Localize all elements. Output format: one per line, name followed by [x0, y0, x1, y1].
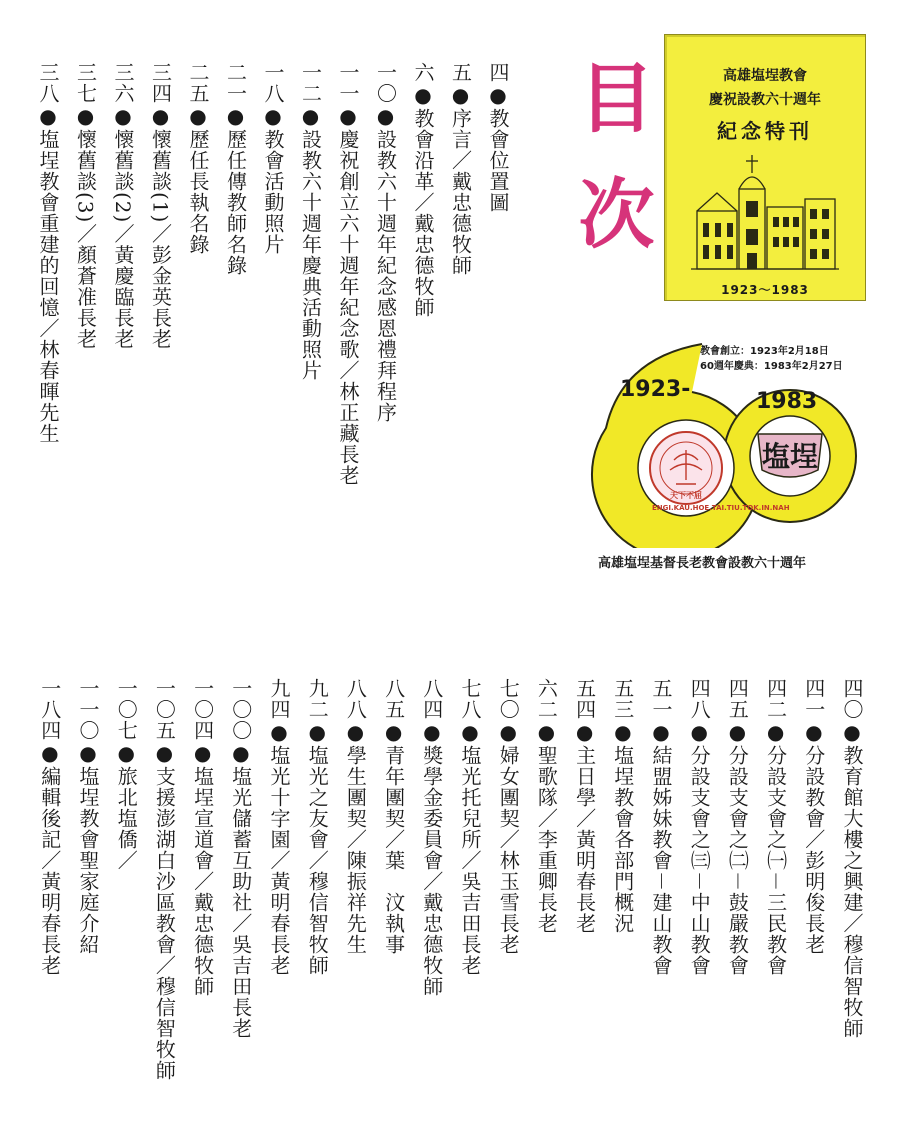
toc-entry: [223, 62, 248, 276]
bullet-icon: ●: [610, 720, 635, 745]
bullet-icon: ●: [448, 83, 473, 108]
bullet-icon: ●: [458, 720, 482, 745]
toc-page-number: 五一: [649, 678, 673, 720]
anniversary-emblem: [582, 338, 862, 548]
toc-page-number: 二五: [186, 62, 210, 104]
toc-entry: [114, 678, 139, 871]
emblem-center-text: 塩埕: [762, 440, 819, 473]
toc-page-number: 一一〇: [76, 678, 100, 741]
bullet-icon: ●: [261, 104, 285, 129]
toc-entry-title: 歷任傳教師名錄: [223, 129, 248, 276]
toc-entry: [373, 62, 398, 423]
toc-entry-title: 設教六十週年紀念感恩禮拜程序: [373, 129, 398, 423]
toc-entry: [651, 678, 671, 976]
toc-entry-title: 編輯後記／黃明春長老: [37, 766, 62, 976]
toc-entry-title: 塩光托兒所／吳吉田長老: [458, 745, 482, 976]
toc-entry-title: 懷舊談(2)／黃慶臨長老: [111, 129, 135, 350]
bullet-icon: ●: [373, 104, 398, 129]
toc-page-number: 六二: [534, 678, 559, 720]
toc-entry-title: 青年團契／葉 汶執事: [381, 745, 406, 955]
toc-page-number: 七八: [458, 678, 482, 720]
toc-page-number: 四〇: [840, 678, 864, 720]
toc-page-number: 七〇: [496, 678, 521, 720]
toc-page-number: 四一: [801, 678, 826, 720]
toc-page-number: 八四: [419, 678, 444, 720]
bullet-icon: ●: [687, 720, 712, 745]
bullet-icon: ●: [336, 104, 360, 129]
toc-entry-title: 歷任長執名錄: [186, 129, 210, 255]
bullet-icon: ●: [305, 720, 330, 745]
bullet-icon: ●: [411, 83, 435, 108]
bullet-icon: ●: [223, 104, 248, 129]
bullet-icon: ●: [190, 741, 215, 766]
bullet-icon: ●: [572, 720, 597, 745]
toc-entry-title: 塩光之友會／穆信智牧師: [305, 745, 330, 976]
toc-entry-title: 塩光儲蓄互助社／吳吉田長老: [228, 766, 253, 1039]
toc-entry: [419, 678, 444, 997]
toc-entry-title: 分設教會／彭明俊長老: [801, 745, 826, 955]
toc-entry-title: 教育館大樓之興建／穆信智牧師: [840, 745, 864, 1039]
cover-anniversary: 慶祝設教六十週年: [709, 92, 821, 108]
toc-entry: [298, 62, 323, 381]
bullet-icon: ●: [111, 104, 135, 129]
toc-entry-title: 聖歌隊／李重卿長老: [534, 745, 559, 934]
bullet-icon: ●: [649, 720, 673, 745]
toc-page-number: 二一: [223, 62, 248, 104]
toc-entry: [37, 678, 62, 976]
toc-entry: [190, 678, 215, 997]
toc-entry-title: 分設支會之㈢－中山教會: [687, 745, 712, 976]
toc-page-number: 九二: [305, 678, 330, 720]
emblem-ring-text: 高雄塩埕基督長老教會設教六十週年: [598, 556, 807, 571]
toc-entry: [152, 678, 177, 1081]
toc-entry-title: 懷舊談(3)／顏蒼准長老: [73, 129, 98, 350]
toc-entry-title: 教會活動照片: [261, 129, 285, 255]
toc-page-number: 一〇五: [152, 678, 177, 741]
toc-entry-title: 塩光十字園／黃明春長老: [267, 745, 291, 976]
toc-entry-title: 塩埕宣道會／戴忠德牧師: [190, 766, 215, 997]
emblem-year-end-label: 1983: [756, 389, 818, 414]
bullet-icon: ●: [801, 720, 826, 745]
toc-entry: [343, 678, 368, 955]
bullet-icon: ●: [36, 104, 60, 129]
toc-page-number: 八八: [343, 678, 368, 720]
toc-page-number: 四五: [725, 678, 750, 720]
bullet-icon: ●: [186, 104, 210, 129]
toc-entry: [188, 62, 208, 255]
toc-page-number: 四二: [763, 678, 788, 720]
toc-entry: [78, 678, 98, 955]
toc-entry-title: 教會位置圖: [486, 108, 510, 213]
toc-page-number: 四: [486, 62, 510, 83]
toc-entry-title: 懷舊談(1)／彭金英長老: [148, 129, 173, 350]
toc-page-number: 六: [411, 62, 435, 83]
bullet-icon: ●: [152, 741, 177, 766]
toc-page-number: 四八: [687, 678, 712, 720]
toc-entry-title: 慶祝創立六十週年紀念歌／林正藏長老: [336, 129, 360, 486]
toc-entry: [534, 678, 559, 934]
toc-entry-title: 序言／戴忠德牧師: [448, 108, 473, 276]
toc-entry: [338, 62, 358, 486]
toc-entry: [842, 678, 862, 1039]
cover-special-issue: 紀念特刊: [717, 119, 813, 143]
toc-page-number: 一二: [298, 62, 323, 104]
toc-entry: [263, 62, 283, 255]
toc-page-number: 一一: [336, 62, 360, 104]
toc-entry: [381, 678, 406, 955]
toc-entry-title: 獎學金委員會／戴忠德牧師: [419, 745, 444, 997]
toc-entry-title: 旅北塩僑／: [114, 766, 139, 871]
toc-page-number: 五: [448, 62, 473, 83]
toc-page-number: 五三: [610, 678, 635, 720]
page-title: 目次: [566, 58, 655, 290]
toc-page-number: 一〇七: [114, 678, 139, 741]
toc-entry: [413, 62, 433, 318]
toc-page-number: 三八: [36, 62, 60, 104]
emblem-seal-text: ENGI.KAU.HOE.TAI.TIU.TOK.IN.NAH: [652, 504, 790, 512]
toc-page-number: 九四: [267, 678, 291, 720]
toc-entry: [448, 62, 473, 276]
toc-page-number: 一〇四: [190, 678, 215, 741]
toc-entry: [38, 62, 58, 444]
bullet-icon: ●: [496, 720, 521, 745]
emblem-seal-center: 天下不屈: [670, 491, 702, 500]
bullet-icon: ●: [343, 720, 368, 745]
cover-church-name: 高雄塩埕教會: [723, 68, 807, 84]
toc-page-number: 八五: [381, 678, 406, 720]
toc-page-number: 三六: [111, 62, 135, 104]
cover-years: 1923～1983: [721, 283, 809, 297]
toc-entry: [305, 678, 330, 976]
toc-entry-title: 支援澎湖白沙區教會／穆信智牧師: [152, 766, 177, 1081]
bullet-icon: ●: [37, 741, 62, 766]
founded-date: 教會創立：1923年2月18日: [700, 346, 829, 357]
bullet-icon: ●: [76, 741, 100, 766]
toc-entry: [228, 678, 253, 1039]
toc-entry: [763, 678, 788, 976]
bullet-icon: ●: [381, 720, 406, 745]
bullet-icon: ●: [298, 104, 323, 129]
bullet-icon: ●: [114, 741, 139, 766]
toc-entry: [496, 678, 521, 955]
toc-entry: [269, 678, 289, 976]
toc-entry-title: 塩埕教會各部門概況: [610, 745, 635, 934]
bullet-icon: ●: [228, 741, 253, 766]
bullet-icon: ●: [419, 720, 444, 745]
toc-entry-title: 設教六十週年慶典活動照片: [298, 129, 323, 381]
toc-entry: [73, 62, 98, 350]
toc-page-number: 一〇〇: [228, 678, 253, 741]
toc-entry: [687, 678, 712, 976]
toc-entry: [725, 678, 750, 976]
toc-entry: [148, 62, 173, 350]
toc-entry-title: 主日學／黃明春長老: [572, 745, 597, 934]
toc-entry-title: 分設支會之㈠－三民教會: [763, 745, 788, 976]
cover-image: [664, 34, 866, 301]
bullet-icon: ●: [840, 720, 864, 745]
toc-entry-title: 教會沿革／戴忠德牧師: [411, 108, 435, 318]
emblem-year-start-label: 1923-: [620, 377, 691, 402]
toc-entry: [488, 62, 508, 213]
bullet-icon: ●: [486, 83, 510, 108]
toc-page-number: 一〇: [373, 62, 398, 104]
bullet-icon: ●: [725, 720, 750, 745]
toc-entry-title: 塩埕教會重建的回憶／林春暉先生: [36, 129, 60, 444]
church-building-illustration: [683, 149, 847, 277]
toc-page-number: 五四: [572, 678, 597, 720]
bullet-icon: ●: [763, 720, 788, 745]
toc-entry: [801, 678, 826, 955]
bullet-icon: ●: [73, 104, 98, 129]
anniversary-date: 60週年慶典：1983年2月27日: [700, 361, 843, 372]
toc-entry: [610, 678, 635, 934]
toc-entry-title: 結盟姊妹教會－建山教會: [649, 745, 673, 976]
toc-entry-title: 分設支會之㈡－鼓嚴教會: [725, 745, 750, 976]
toc-entry-title: 塩埕教會聖家庭介紹: [76, 766, 100, 955]
toc-page-number: 三四: [148, 62, 173, 104]
toc-entry: [113, 62, 133, 349]
toc-entry: [572, 678, 597, 934]
toc-entry-title: 婦女團契／林玉雪長老: [496, 745, 521, 955]
bullet-icon: ●: [148, 104, 173, 129]
toc-page-number: 三七: [73, 62, 98, 104]
toc-entry: [460, 678, 480, 976]
toc-page-number: 一八四: [37, 678, 62, 741]
bullet-icon: ●: [534, 720, 559, 745]
bullet-icon: ●: [267, 720, 291, 745]
toc-page-number: 一八: [261, 62, 285, 104]
toc-entry-title: 學生團契／陳振祥先生: [343, 745, 368, 955]
